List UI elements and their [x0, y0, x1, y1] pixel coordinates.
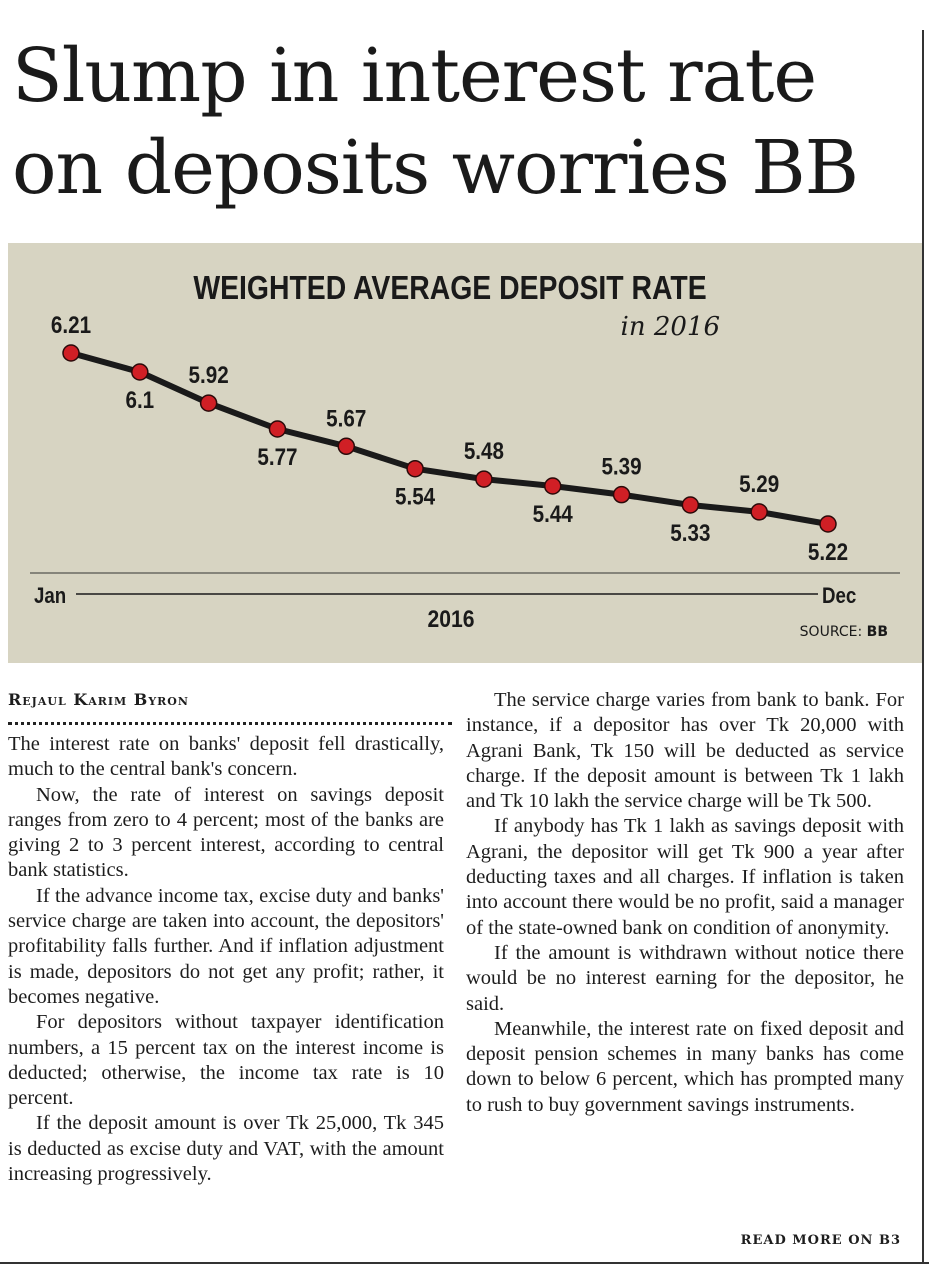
- data-label: 5.48: [463, 437, 504, 465]
- data-point: [476, 471, 492, 487]
- data-label: 5.33: [670, 519, 711, 547]
- source-value: BB: [866, 624, 888, 640]
- data-label: 6.1: [125, 386, 155, 414]
- data-label: 5.54: [395, 483, 436, 511]
- data-label: 5.92: [188, 361, 229, 389]
- data-label: 5.67: [326, 404, 367, 432]
- article-paragraph: The service charge varies from bank to bank. For instance, if a depositor has over Tk 20,000 with Agrani Bank, Tk 150 will be deducted as service charge. If the deposit amount is between Tk 1 lakh and Tk 10 lakh the service charge will be Tk 500.: [466, 689, 904, 813]
- data-point: [407, 461, 423, 477]
- article-paragraph: The interest rate on banks' deposit fell drastically, much to the central bank's concern.: [8, 733, 444, 781]
- byline: Rejaul Karim Byron: [8, 690, 189, 709]
- article-paragraph: If the deposit amount is over Tk 25,000, Tk 345 is deducted as excise duty and VAT, with the amount increasing progressively.: [8, 1112, 444, 1186]
- data-point: [201, 395, 217, 411]
- bottom-rule: [0, 1262, 929, 1264]
- x-axis-end-label: Dec: [822, 584, 857, 609]
- data-point: [132, 364, 148, 380]
- chart-title: WEIGHTED AVERAGE DEPOSIT RATE: [193, 268, 707, 307]
- x-axis-title: 2016: [427, 605, 475, 633]
- data-point: [682, 497, 698, 513]
- data-label: 5.39: [601, 453, 642, 480]
- source-prefix: SOURCE:: [799, 624, 867, 640]
- article-paragraph: If the amount is withdrawn without notice there would be no interest earning for the depositor, he said.: [466, 941, 904, 1015]
- headline: [12, 30, 917, 214]
- headline-line-1: Slump in interest rate: [12, 33, 817, 119]
- data-point: [751, 504, 767, 520]
- article-column-left: [8, 732, 444, 1187]
- data-point: [614, 487, 630, 503]
- deposit-rate-chart: [8, 243, 922, 663]
- data-label: 6.21: [50, 311, 92, 339]
- data-point: [338, 438, 354, 454]
- data-point: [269, 421, 285, 437]
- article-paragraph: Meanwhile, the interest rate on fixed deposit and deposit pension schemes in many banks has come down to below 6 percent, which has prompted many to rush to buy government savings instruments.: [466, 1017, 904, 1116]
- data-point: [545, 478, 561, 494]
- byline-dotted-rule: [8, 722, 452, 725]
- article-column-right: [466, 688, 904, 1118]
- series-layer: [51, 312, 848, 566]
- read-more-link[interactable]: READ MORE ON B3: [740, 1233, 901, 1248]
- x-axis-start-label: Jan: [34, 584, 67, 609]
- series-line: [71, 353, 828, 524]
- data-label: 5.29: [739, 470, 780, 498]
- chart-source: [800, 624, 888, 640]
- chart-svg: [8, 243, 922, 663]
- data-point: [63, 345, 79, 361]
- headline-line-2: on deposits worries BB: [12, 125, 859, 211]
- article-paragraph: For depositors without taxpayer identification numbers, a 15 percent tax on the interest income is deducted; otherwise, the income tax rate is 10 percent.: [8, 1011, 444, 1110]
- article-paragraph: If anybody has Tk 1 lakh as savings deposit with Agrani, the depositor will get Tk 900 a year after deducting taxes and all charges. If inflation is taken into account there would be no profit, said a manager of the state-owned bank on condition of anonymity.: [466, 815, 904, 939]
- page-edge-rule: [922, 30, 924, 1262]
- data-label: 5.22: [807, 538, 849, 566]
- data-point: [820, 516, 836, 532]
- data-label: 5.77: [257, 443, 298, 471]
- data-label: 5.44: [532, 500, 573, 528]
- chart-subtitle: in 2016: [620, 312, 720, 342]
- article-paragraph: If the advance income tax, excise duty and banks' service charge are taken into account, the depositors' profitability falls further. And if inflation adjustment is made, depositors do not get any profit; rather, it becomes negative.: [8, 884, 444, 1008]
- article-paragraph: Now, the rate of interest on savings deposit ranges from zero to 4 percent; most of the banks are giving 2 to 3 percent interest, according to central bank statistics.: [8, 783, 444, 882]
